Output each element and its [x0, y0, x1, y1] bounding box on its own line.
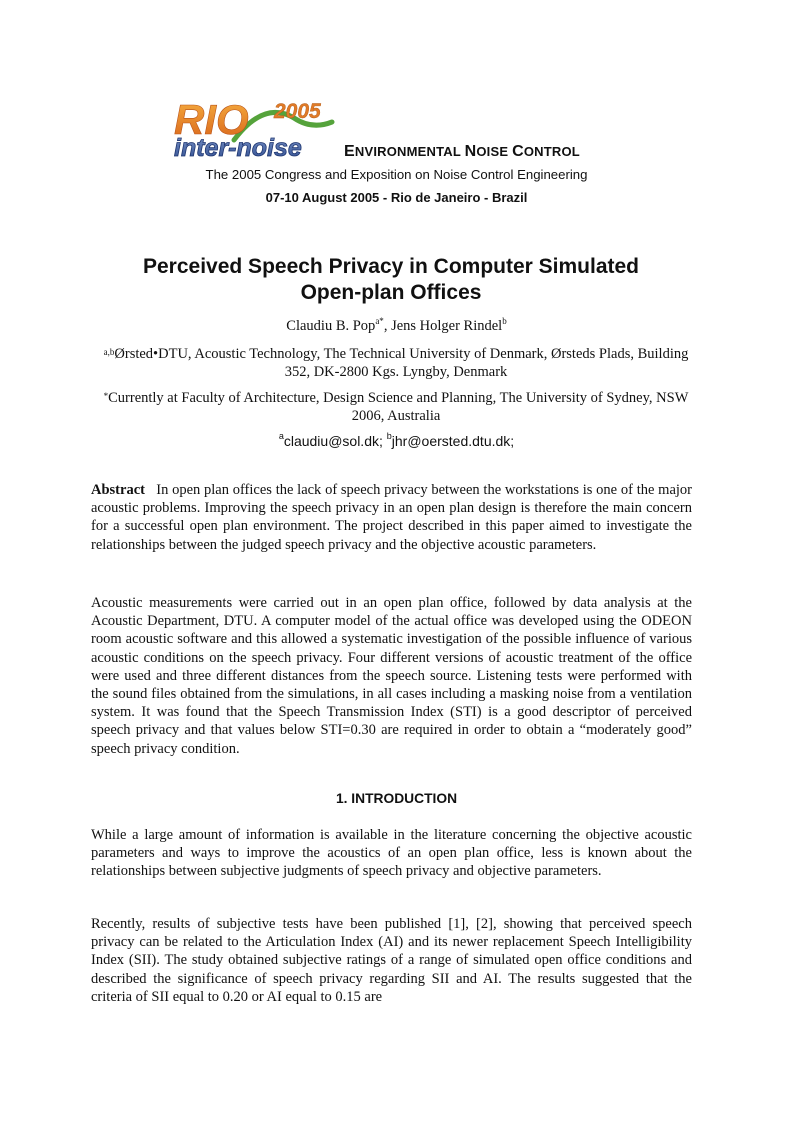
email-2[interactable]: jhr@oersted.dtu.dk;	[391, 433, 515, 449]
affiliation-1: $^{a,b}$Ørsted•DTU, Acoustic Technology, The Technical University of Denmark, Ørsteds Plads, Building 352, DK-2800 Kgs. Lyngby, Denmark	[103, 346, 689, 380]
affiliation-2: *Currently at Faculty of Architecture, Design Science and Planning, The University of Sydney, NSW 2006, Australia	[103, 390, 689, 424]
abstract-paragraph-2: Acoustic measurements were carried out in an open plan office, followed by data analysis at the Acoustic Department, DTU. A computer model of the actual office was developed using the ODEON room acoustic software and this allowed a systematic investigation of the possible influence of various acoustic conditions on the speech privacy. Four different versions of acoustic treatment of the office were used and three different distances from the speech source. Listening tests were performed with the sound files obtained from the simulations, in all cases including a masking noise from a ventilation system. It was found that the Speech Transmission Index (STI) is a good descriptor of perceived speech privacy and that values below STI=0.30 are required in order to obtain a “moderately good” speech privacy condition.	[91, 595, 692, 757]
email-1[interactable]: claudiu@sol.dk;	[283, 433, 387, 449]
introduction-paragraph-1: While a large amount of information is available in the literature concerning the objective acoustic parameters and ways to improve the acoustics of an open plan office, less is known about the relationships between subjective judgments of speech privacy and objective parameters.	[91, 827, 692, 880]
author-emails: $^a$claudiu@sol.dk; $^b$jhr@oersted.dtu.dk;	[278, 431, 515, 449]
logo-year-text: 2005	[274, 100, 321, 123]
abstract-label: Abstract	[91, 482, 145, 498]
author-list: Claudiu B. Pop$^{a*}$, Jens Holger Rindel$^b$	[286, 316, 507, 334]
environmental-noise-control-title: ENVIRONMENTAL NOISE CONTROL	[344, 143, 580, 160]
title-line-1: Perceived Speech Privacy in Computer Simulated	[142, 255, 640, 278]
congress-subtitle: The 2005 Congress and Exposition on Noise Control Engineering	[205, 167, 588, 182]
section-heading-introduction: 1. INTRODUCTION	[335, 791, 458, 806]
abstract-paragraph	[91, 481, 696, 554]
author-1: Claudiu B. Pop	[286, 318, 376, 334]
logo-rio-text: RIO	[174, 96, 249, 143]
author-2-affiliation-mark: b	[502, 316, 507, 326]
abstract-text: In open plan offices the lack of speech privacy between the workstations is one of the major acoustic problems. Improving the speech privacy in an open plan design is therefore the main concern for a successful open plan environment. The project described in this paper aimed to investigate the relationships between the judged speech privacy and the objective acoustic parameters.	[91, 482, 696, 553]
introduction-paragraph-2: Recently, results of subjective tests have been published [1], [2], showing that perceived speech privacy can be related to the Articulation Index (AI) and its newer replacement Speech Intelligibility Index (SII). The study obtained subjective ratings of a range of simulated open office conditions and described the significance of speech privacy regarding SII and AI. The results suggested that the criteria of SII equal to 0.20 or AI equal to 0.15 are	[91, 916, 692, 1005]
title-line-2: Open-plan Offices	[300, 281, 482, 304]
paper-title	[90, 254, 692, 306]
rio-2005-internoise-logo	[172, 96, 344, 160]
author-1-affiliation-mark: a*	[375, 316, 384, 326]
logo-internoise-text: inter-noise	[174, 134, 302, 160]
author-2: Jens Holger Rindel	[391, 318, 503, 334]
conference-header	[0, 96, 793, 212]
conference-date-location: 07-10 August 2005 - Rio de Janeiro - Brazil	[265, 190, 528, 205]
